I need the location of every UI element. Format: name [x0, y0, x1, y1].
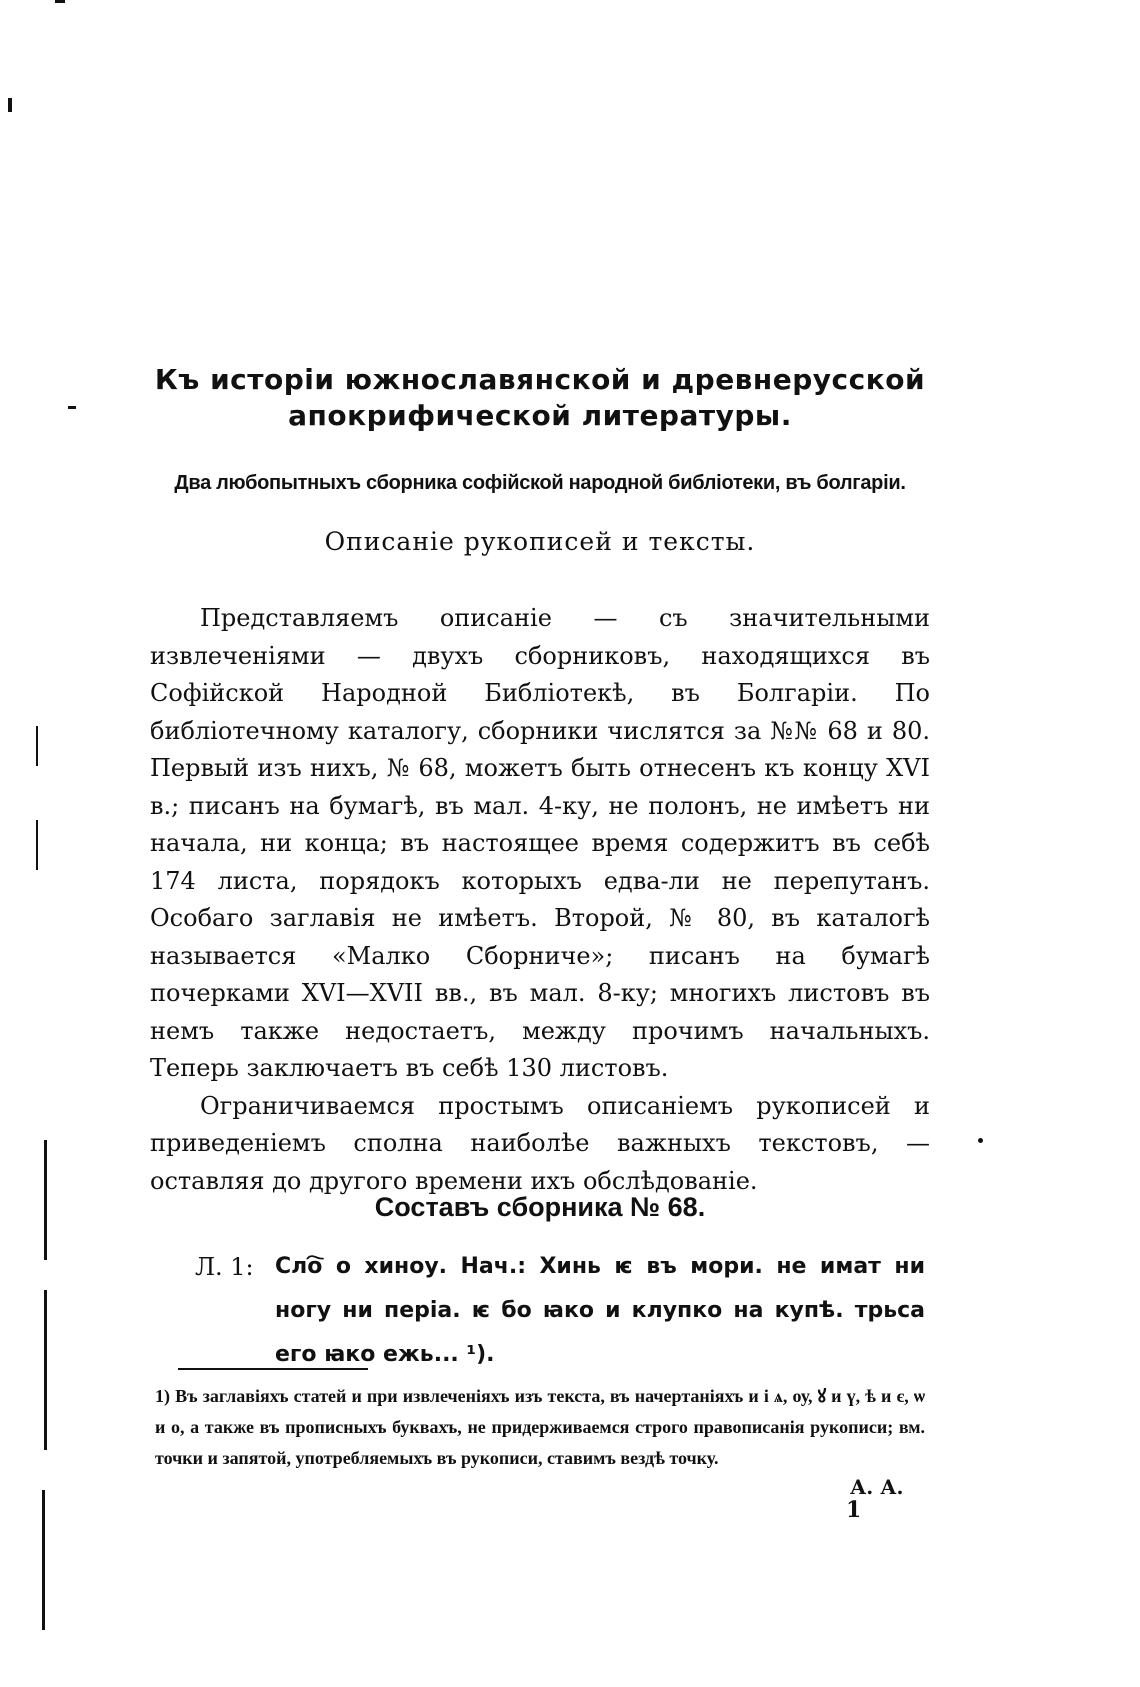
scan-mark: [44, 1290, 47, 1450]
scan-mark: [36, 726, 38, 766]
scan-mark: [42, 1490, 45, 1630]
author-signature: А. А.: [850, 1475, 904, 1499]
title-line-2: апокрифической литературы.: [288, 399, 792, 432]
collection-section-title: Составъ сборника № 68.: [374, 1192, 706, 1222]
scan-mark: [55, 0, 65, 3]
scan-mark: [44, 1140, 47, 1260]
footnote: 1) Въ заглавіяхъ статей и при извлеченіяхъ изъ текста, въ начертаніяхъ и і ѧ, оу, ꙋ и ү, ѣ и є, ѡ и о, а также въ прописныхъ буквахъ, не придерживаемся строго правописанія рукописи; вм. точки и запятой, употребляемыхъ въ рукописи, ставимъ вездѣ точку.: [155, 1386, 925, 1468]
entry-text: Сло҇ о хиноу. Нач.: Хинь ѥ въ мори. не имат ни ногу ни періа. ѥ бо ꙗко и клупко на купѣ. трьса его ꙗко ежь... ¹).: [275, 1254, 925, 1367]
scan-mark: [978, 1138, 983, 1143]
title-line-1: Къ исторіи южнославянской и древнерусской: [154, 363, 926, 396]
page-title: [140, 362, 940, 434]
manuscript-entry: [195, 1245, 925, 1377]
footnote-divider: [178, 1368, 368, 1370]
scan-mark: [68, 406, 76, 409]
subtitle: Два любопытныхъ сборника софійской народной библіотеки, въ болгаріи.: [174, 472, 906, 494]
paragraph: Представляемъ описаніе — съ значительными извлеченіями — двухъ сборниковъ, находящихся въ Софійской Народной Библіотекѣ, въ Болгаріи. По библіотечному каталогу, сборники числятся за №№ 68 и 80. Первый изъ нихъ, № 68, можетъ быть отнесенъ къ концу XVI в.; писанъ на бумагѣ, въ мал. 4-ку, не полонъ, не имѣетъ ни начала, ни конца; въ настоящее время содержитъ въ себѣ 174 листа, порядокъ которыхъ едва-ли не перепутанъ. Особаго заглавія не имѣетъ. Второй, № 80, въ каталогѣ называется «Малко Сборниче»; писанъ на бумагѣ почерками XVI—XVII вв., въ мал. 8-ку; многихъ листовъ въ немъ также недостаетъ, между прочимъ начальныхъ. Теперь заключаетъ въ себѣ 130 листовъ.: [150, 604, 930, 1082]
entry-label: Л. 1:: [195, 1253, 254, 1281]
section-heading: Описаніе рукописей и тексты.: [324, 527, 756, 556]
body-text: [150, 600, 930, 1200]
scan-mark: [8, 98, 12, 112]
paragraph: Ограничиваемся простымъ описаніемъ рукописей и приведеніемъ сполна наиболѣе важныхъ текстовъ, — оставляя до другого времени ихъ обслѣдованіе.: [150, 1091, 930, 1195]
scan-mark: [36, 820, 38, 870]
page-number: 1: [846, 1497, 862, 1523]
